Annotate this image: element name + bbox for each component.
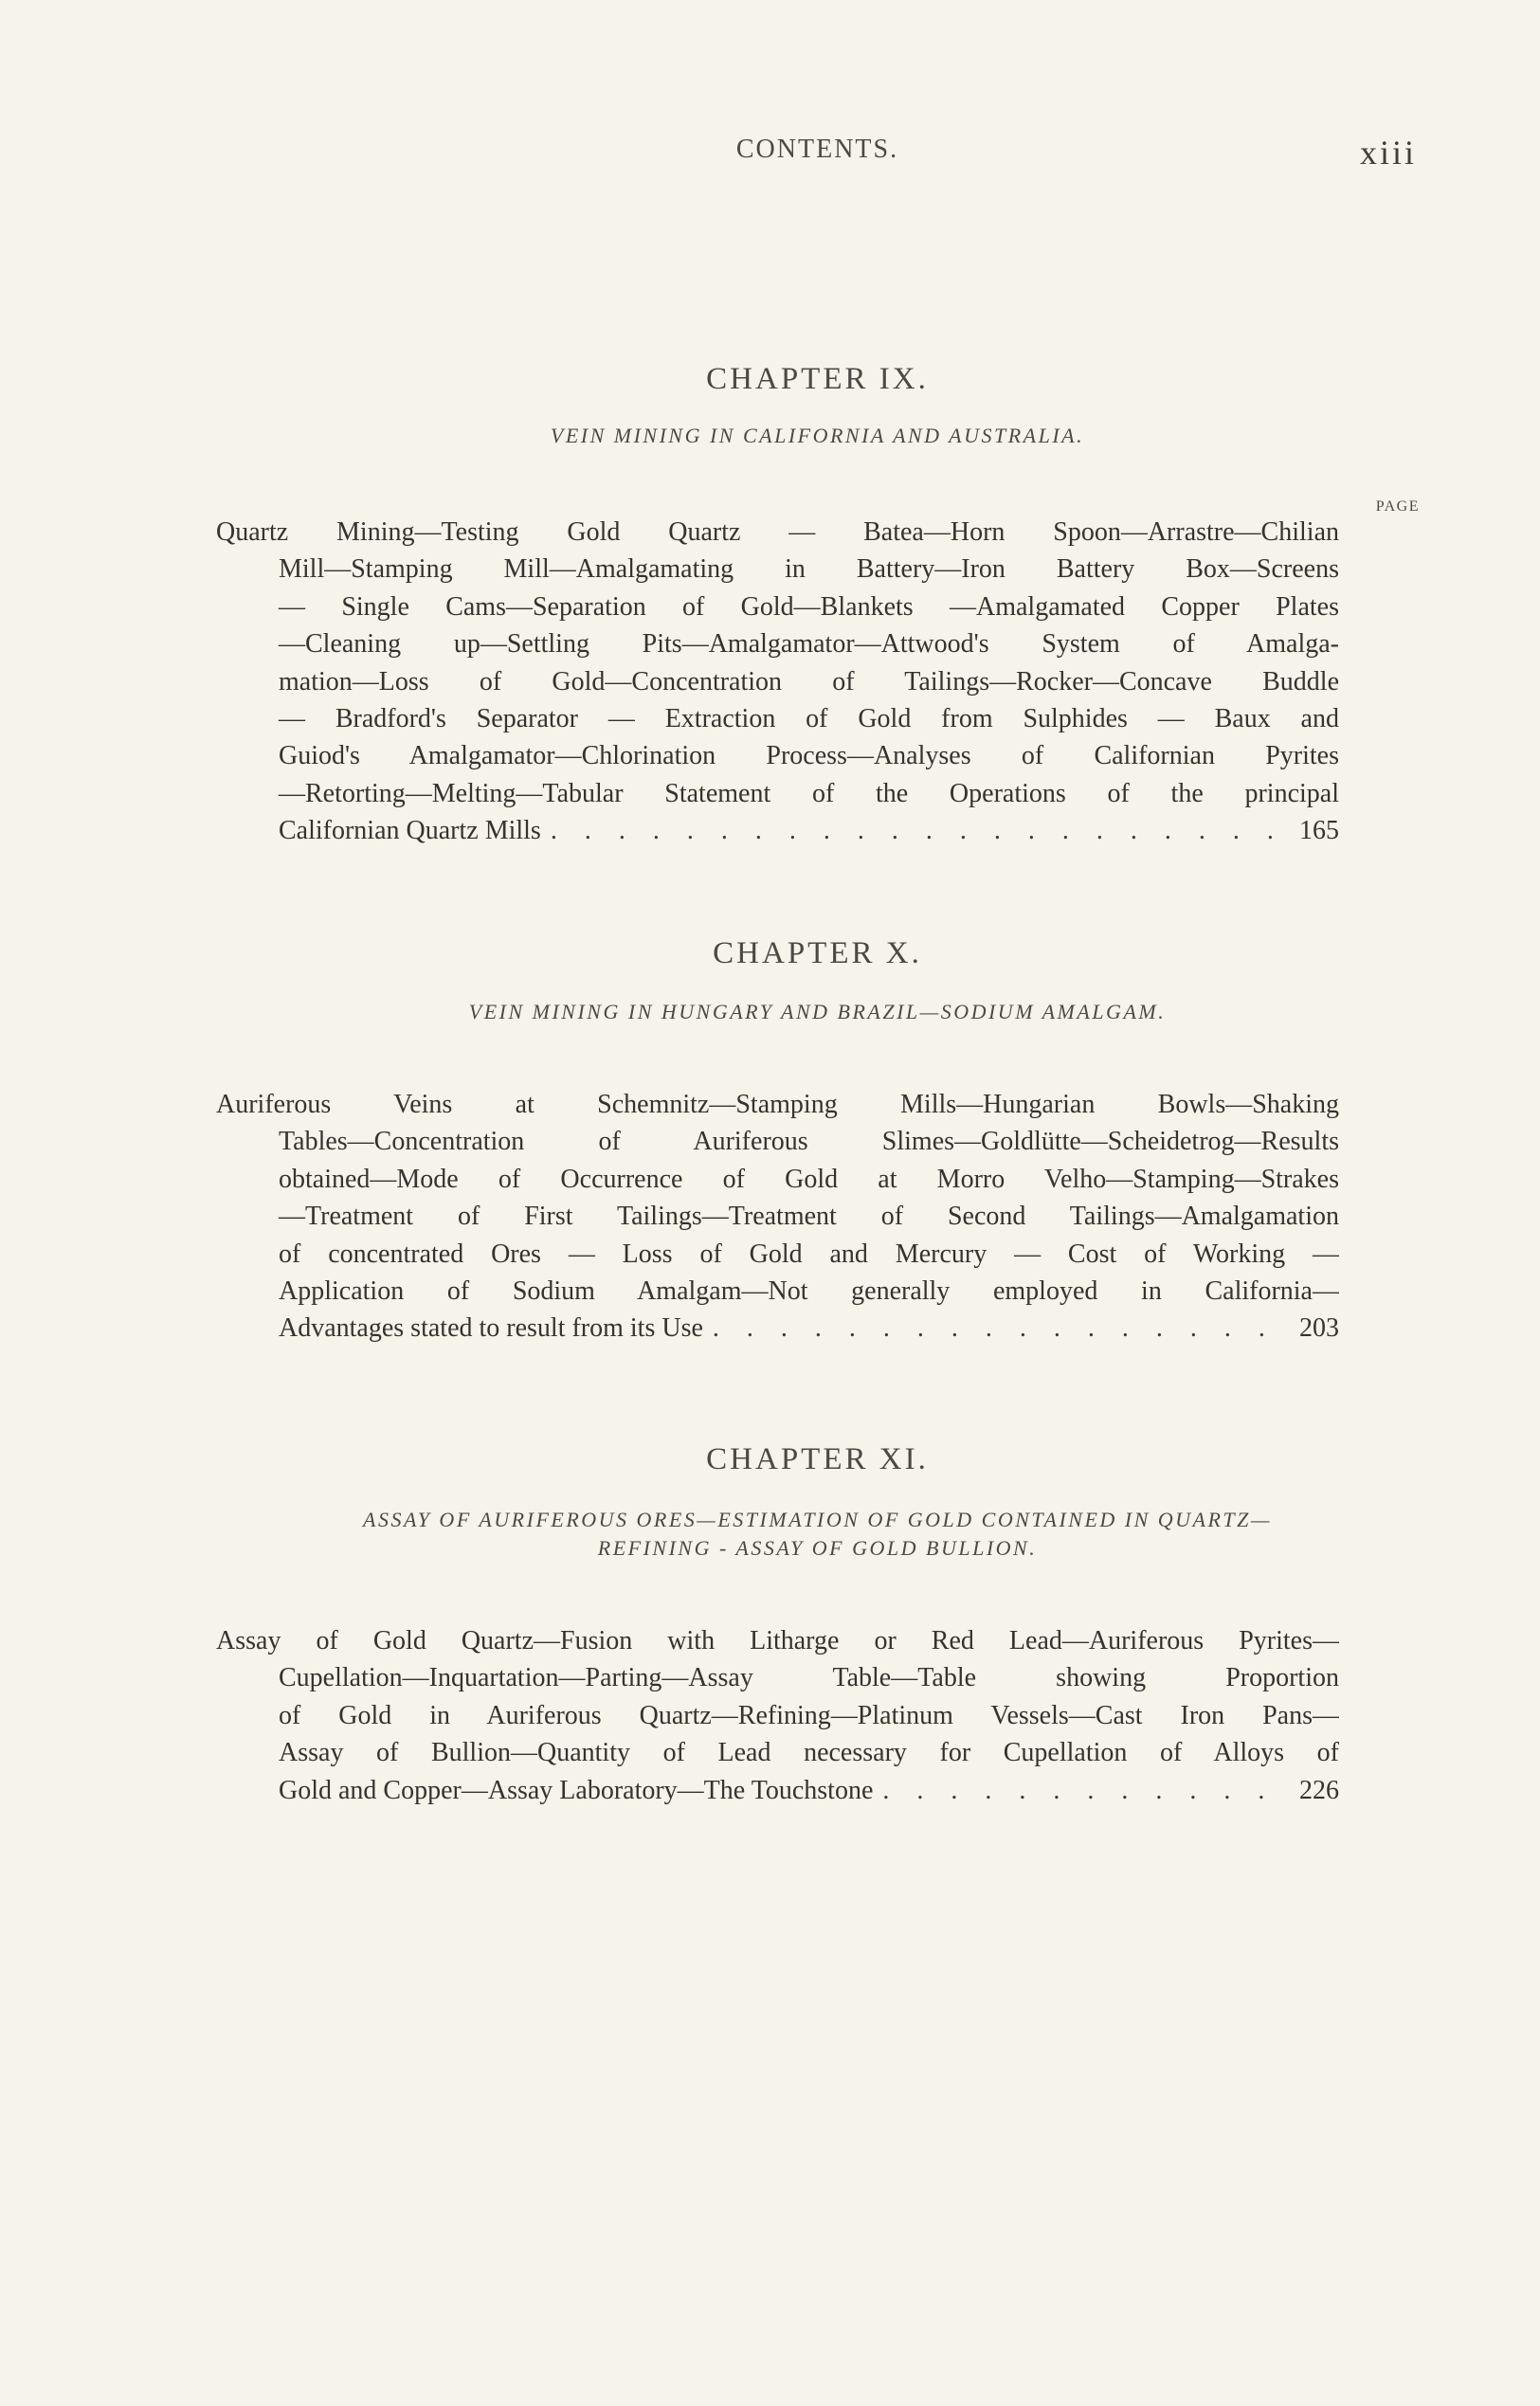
chapter-subtitle-line: ASSAY OF AURIFEROUS ORES—ESTIMATION OF GOLD CONTAINED IN QUARTZ— [363, 1508, 1272, 1531]
chapter-subtitle-line: VEIN MINING IN HUNGARY AND BRAZIL—SODIUM AMALGAM. [468, 1000, 1167, 1023]
contents-line: —Cleaning up—Settling Pits—Amalgamator—Attwood's System of Amalga- [279, 629, 1339, 660]
leader-dots [703, 1310, 1292, 1347]
chapter-ix [0, 362, 1540, 450]
chapter-subtitle [95, 422, 1540, 450]
chapter-subtitle [95, 998, 1540, 1026]
contents-line: Application of Sodium Amalgam—Not generally employed in California— [279, 1275, 1339, 1306]
contents-line: Quartz Mining—Testing Gold Quartz — Batea—Horn Spoon—Arrastre—Chilian [216, 517, 1339, 547]
contents-line: Tables—Concentration of Auriferous Slimes—Goldlütte—Scheidetrog—Results [279, 1127, 1339, 1157]
contents-line: obtained—Mode of Occurrence of Gold at Morro Velho—Stamping—Strakes [279, 1164, 1339, 1194]
contents-last-line [216, 1310, 1339, 1347]
contents-line: Guiod's Amalgamator—Chlorination Process—Analyses of Californian Pyrites [279, 741, 1339, 771]
contents-line: —Retorting—Melting—Tabular Statement of the Operations of the principal [279, 778, 1339, 808]
chapter-subtitle-line: VEIN MINING IN CALIFORNIA AND AUSTRALIA. [550, 424, 1085, 447]
page-column-label: PAGE [1375, 498, 1420, 515]
chapter-subtitle-line: REFINING - ASSAY OF GOLD BULLION. [597, 1536, 1038, 1560]
chapter-xi [0, 1442, 1540, 1563]
page-number: 203 [1299, 1313, 1339, 1344]
chapter-heading: CHAPTER IX. [706, 362, 929, 396]
page-number: 165 [1299, 816, 1339, 846]
contents-line: Californian Quartz Mills [279, 816, 541, 846]
running-title: CONTENTS. [735, 135, 899, 164]
contents-line: Mill—Stamping Mill—Amalgamating in Battery—Iron Battery Box—Screens [279, 554, 1339, 585]
contents-line: of Gold in Auriferous Quartz—Refining—Platinum Vessels—Cast Iron Pans— [279, 1700, 1339, 1730]
contents-line: Auriferous Veins at Schemnitz—Stamping Mills—Hungarian Bowls—Shaking [216, 1090, 1339, 1119]
chapter-ix-contents [216, 514, 1339, 850]
contents-line: — Bradford's Separator — Extraction of Gold from Sulphides — Baux and [279, 703, 1339, 733]
chapter-x-contents [216, 1086, 1339, 1348]
page-number: 226 [1299, 1775, 1339, 1805]
contents-line: Assay of Bullion—Quantity of Lead necessary for Cupellation of Alloys of [279, 1738, 1339, 1768]
contents-line: —Treatment of First Tailings—Treatment of Second Tailings—Amalgamation [279, 1202, 1339, 1232]
contents-line: Gold and Copper—Assay Laboratory—The Touchstone [279, 1775, 874, 1805]
contents-line: Cupellation—Inquartation—Parting—Assay Table—Table showing Proportion [279, 1663, 1339, 1693]
chapter-x [0, 936, 1540, 1026]
chapter-subtitle [95, 1506, 1540, 1563]
contents-last-line [216, 1772, 1339, 1809]
contents-line: — Single Cams—Separation of Gold—Blankets —Amalgamated Copper Plates [279, 591, 1339, 622]
leader-dots [873, 1772, 1292, 1809]
contents-line: Assay of Gold Quartz—Fusion with Litharge or Red Lead—Auriferous Pyrites— [216, 1626, 1339, 1655]
contents-line: mation—Loss of Gold—Concentration of Tailings—Rocker—Concave Buddle [279, 666, 1339, 696]
running-head [0, 135, 1540, 172]
leader-dots [541, 812, 1292, 849]
chapter-xi-contents [216, 1622, 1339, 1809]
contents-line: Advantages stated to result from its Use [279, 1313, 703, 1344]
contents-line: of concentrated Ores — Loss of Gold and Mercury — Cost of Working — [279, 1239, 1339, 1269]
contents-last-line [216, 812, 1339, 849]
chapter-heading: CHAPTER XI. [706, 1442, 929, 1476]
chapter-heading: CHAPTER X. [713, 936, 922, 970]
page-folio: xiii [1359, 134, 1417, 172]
